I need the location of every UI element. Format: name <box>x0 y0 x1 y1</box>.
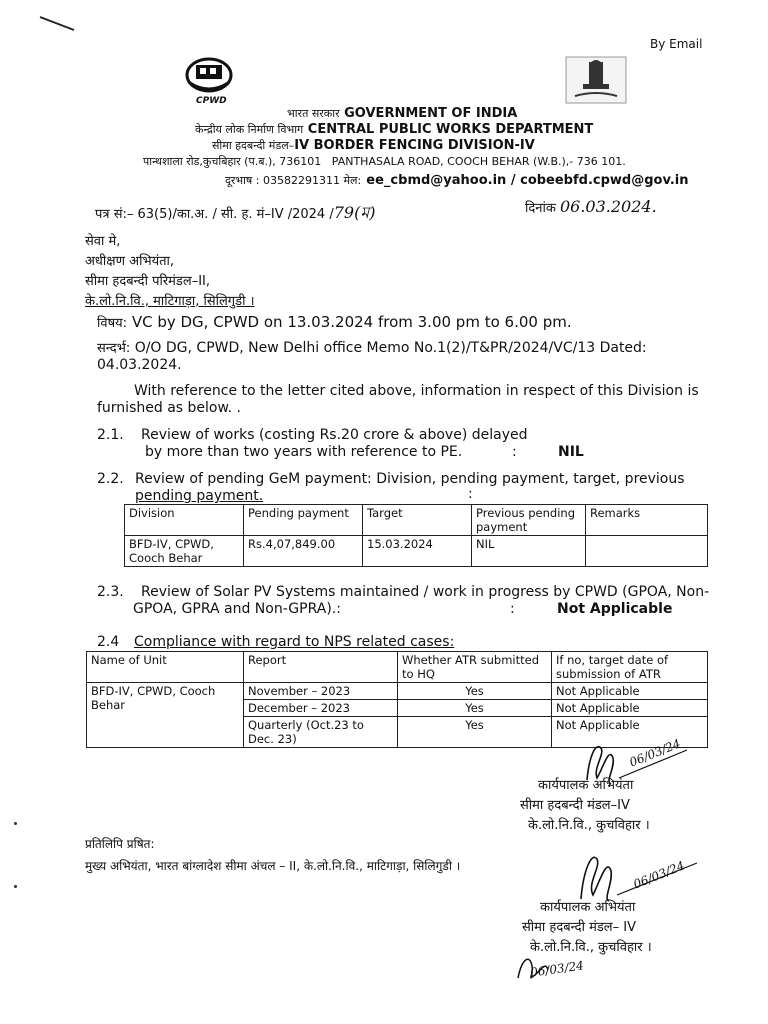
s21-text: Review of works (costing Rs.20 crore & above) delayed by more than two years with reference to PE. <box>141 427 528 460</box>
logo-text: CPWD <box>196 96 227 106</box>
intro-paragraph: With reference to the letter cited above, information in respect of this Division is furnished as below. . <box>97 383 699 416</box>
table-cell: November – 2023 <box>244 683 398 700</box>
signature-office: सीमा हदबन्दी मंडल– IV <box>522 920 636 935</box>
bottom-hand-date: 06/03/24 <box>529 958 585 980</box>
signature-1-date: 06/03/24 <box>627 736 683 770</box>
reference-block: सन्दर्भ: O/O DG, CPWD, New Delhi office Memo No.1(2)/T&PR/2024/VC/13 Dated: 04.03.2024. <box>97 340 647 373</box>
header-govt: भारत सरकार GOVERNMENT OF INDIA <box>287 106 518 121</box>
addressee-block <box>85 232 255 312</box>
s23-number: 2.3. <box>97 584 124 600</box>
signature-org: के.लो.नि.वि., कुचविहार । <box>528 818 650 833</box>
table-cell: NIL <box>472 536 586 567</box>
table-header-row <box>125 505 708 536</box>
signature-org: के.लो.नि.वि., कुचविहार । <box>530 940 652 955</box>
scan-dot <box>14 822 17 825</box>
table-header-cell: Report <box>244 652 398 683</box>
signature-1-block <box>520 776 650 836</box>
s23-text: Review of Solar PV Systems maintained / work in progress by CPWD (GPOA, Non- GPOA, GPRA and Non-GPRA).: <box>133 584 710 617</box>
s24-number: 2.4 <box>97 634 120 650</box>
table-header-cell: Pending payment <box>244 505 363 536</box>
signature-2-icon <box>565 845 705 905</box>
copy-label: प्रतिलिपि प्रषित: <box>85 837 155 851</box>
signature-title: कार्यपालक अभियंता <box>538 778 634 793</box>
scan-mark <box>38 14 78 34</box>
table-cell: BFD-IV, CPWD, Cooch Behar <box>125 536 244 567</box>
table-cell: Yes <box>398 717 552 748</box>
s24-title: Compliance with regard to NPS related cases: <box>134 634 455 650</box>
header-dept: केन्द्रीय लोक निर्माण विभाग CENTRAL PUBLIC WORKS DEPARTMENT <box>195 122 594 137</box>
table-header-cell: If no, target date of submission of ATR <box>552 652 708 683</box>
addressee-line: अधीक्षण अभियंता, <box>85 254 175 269</box>
header-contact: दूरभाष : 03582291311 मेल: ee_cbmd@yahoo.in / cobeebfd.cpwd@gov.in <box>225 173 689 188</box>
s22-text: Review of pending GeM payment: Division, pending payment, target, previous pending payment. <box>135 471 685 504</box>
table-cell: Not Applicable <box>552 717 708 748</box>
table-row <box>125 536 708 567</box>
table-header-cell: Whether ATR submitted to HQ <box>398 652 552 683</box>
by-email-label: By Email <box>650 37 703 51</box>
table-cell: Yes <box>398 700 552 717</box>
table-cell: Not Applicable <box>552 700 708 717</box>
addressee-line: सीमा हदबन्दी परिमंडल–II, <box>85 274 210 289</box>
table-header-cell: Target <box>363 505 472 536</box>
s23-colon: : <box>510 601 515 617</box>
table-header-row <box>87 652 708 683</box>
table-header-cell: Remarks <box>586 505 708 536</box>
signature-title: कार्यपालक अभियंता <box>540 900 636 915</box>
s21-value: NIL <box>558 444 584 460</box>
table-header-cell: Previous pending payment <box>472 505 586 536</box>
subject-line: विषय: VC by DG, CPWD on 13.03.2024 from 3.00 pm to 6.00 pm. <box>97 313 572 331</box>
addressee-line: के.लो.नि.वि., माटिगाड़ा, सिलिगुडी । <box>85 294 255 309</box>
table-cell-unit: BFD-IV, CPWD, Cooch Behar <box>87 683 244 748</box>
letter-date: दिनांक 06.03.2024. <box>525 197 657 216</box>
gem-payment-table <box>124 504 708 567</box>
s22-colon: : <box>468 486 473 502</box>
table-cell: Rs.4,07,849.00 <box>244 536 363 567</box>
letter-number: पत्र सं:– 63(5)/का.अ. / सी. ह. मं–IV /2024 /79(ম) <box>95 203 376 222</box>
table-cell <box>586 536 708 567</box>
national-emblem-icon <box>565 56 627 104</box>
table-cell: 15.03.2024 <box>363 536 472 567</box>
addressee-line: सेवा मे, <box>85 234 121 249</box>
signature-2-date: 06/03/24 <box>631 858 687 892</box>
table-cell: Quarterly (Oct.23 to Dec. 23) <box>244 717 398 748</box>
table-cell: December – 2023 <box>244 700 398 717</box>
table-header-cell: Name of Unit <box>87 652 244 683</box>
header-division: सीमा हदबन्दी मंडल–IV BORDER FENCING DIVISION-IV <box>212 138 535 153</box>
table-row <box>87 683 708 700</box>
table-header-cell: Division <box>125 505 244 536</box>
nps-compliance-table <box>86 651 708 748</box>
s21-number: 2.1. <box>97 427 124 443</box>
copy-text: मुख्य अभियंता, भारत बांग्लादेश सीमा अंचल – II, के.लो.नि.वि., माटिगाड़ा, सिलिगुडी । <box>85 859 461 873</box>
scan-dot <box>14 885 17 888</box>
s22-number: 2.2. <box>97 471 124 487</box>
table-cell: Yes <box>398 683 552 700</box>
s23-value: Not Applicable <box>557 601 673 617</box>
signature-office: सीमा हदबन्दी मंडल–IV <box>520 798 630 813</box>
s21-colon: : <box>512 444 517 460</box>
table-cell: Not Applicable <box>552 683 708 700</box>
header-address: पान्थशाला रोड,कुचबिहार (प.ब.), 736101 PANTHASALA ROAD, COOCH BEHAR (W.B.),- 736 101. <box>143 155 626 168</box>
